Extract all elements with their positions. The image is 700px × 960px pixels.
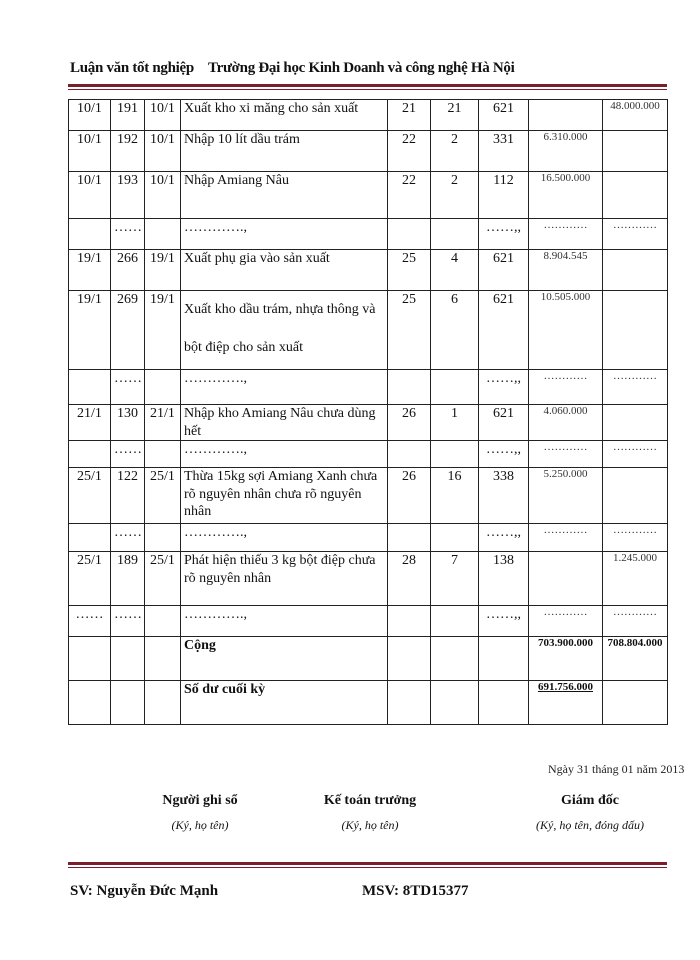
cell-debit: 8.904.545 xyxy=(529,250,603,291)
cell-date: 10/1 xyxy=(69,100,111,131)
table-row xyxy=(69,552,668,606)
cell-description: Xuất kho xi măng cho sản xuất xyxy=(181,100,388,131)
cell-description: Nhập 10 lít dầu trám xyxy=(181,131,388,172)
cell-page: 22 xyxy=(388,172,431,219)
table-row xyxy=(69,405,668,441)
cell-page: 25 xyxy=(388,250,431,291)
closing-label: Số dư cuối kỳ xyxy=(181,681,388,725)
cell-voucher-date: 19/1 xyxy=(145,250,181,291)
cell-account: 138 xyxy=(479,552,529,606)
cell-debit: 5.250.000 xyxy=(529,468,603,524)
cell-voucher-date: 21/1 xyxy=(145,405,181,441)
cell-page xyxy=(388,219,431,250)
cell-account: 621 xyxy=(479,100,529,131)
cell-page: 22 xyxy=(388,131,431,172)
cell-voucher-no: 192 xyxy=(111,131,145,172)
cell-description: Thừa 15kg sợi Amiang Xanh chưa rõ nguyên nhân chưa rõ nguyên nhân xyxy=(181,468,388,524)
cell-debit: ………… xyxy=(529,524,603,552)
cell-voucher-no: 189 xyxy=(111,552,145,606)
ledger-table xyxy=(68,99,668,725)
cell-page xyxy=(388,370,431,405)
cell-debit: 10.505.000 xyxy=(529,291,603,370)
cell-credit: ………… xyxy=(603,219,668,250)
cell-account: ……,, xyxy=(479,524,529,552)
cell-date xyxy=(69,441,111,468)
cell-debit: 4.060.000 xyxy=(529,405,603,441)
signature-chief-accountant xyxy=(305,793,435,833)
cell-account: 338 xyxy=(479,468,529,524)
cell-voucher-date xyxy=(145,219,181,250)
cell-description: Nhập Amiang Nâu xyxy=(181,172,388,219)
table-row xyxy=(69,219,668,250)
cell-voucher-date: 25/1 xyxy=(145,468,181,524)
footer-rule xyxy=(68,862,667,865)
cell-date: 25/1 xyxy=(69,468,111,524)
totals-debit: 703.900.000 xyxy=(529,637,603,681)
cell-page xyxy=(388,441,431,468)
table-row xyxy=(69,524,668,552)
cell-description: …………., xyxy=(181,370,388,405)
cell-line: 4 xyxy=(431,250,479,291)
cell-credit: ………… xyxy=(603,370,668,405)
cell-date xyxy=(69,524,111,552)
closing-balance-row xyxy=(69,681,668,725)
cell-credit: 1.245.000 xyxy=(603,552,668,606)
footer-student-id: MSV: 8TD15377 xyxy=(362,883,469,899)
totals-label: Cộng xyxy=(181,637,388,681)
signature-title: Kế toán trưởng xyxy=(323,793,417,808)
cell-credit xyxy=(603,172,668,219)
signature-title: Giám đốc xyxy=(561,793,619,808)
cell-line: 16 xyxy=(431,468,479,524)
cell-page: 25 xyxy=(388,291,431,370)
cell-date xyxy=(69,370,111,405)
cell-credit xyxy=(603,405,668,441)
cell-description: …………., xyxy=(181,606,388,637)
header-right: Trường Đại học Kinh Doanh và công nghệ Hà Nội xyxy=(208,60,515,76)
cell-date: 25/1 xyxy=(69,552,111,606)
cell-debit xyxy=(529,100,603,131)
cell-voucher-date xyxy=(145,524,181,552)
cell-account: 621 xyxy=(479,250,529,291)
cell-description: Nhập kho Amiang Nâu chưa dùng hết xyxy=(181,405,388,441)
cell-debit: 6.310.000 xyxy=(529,131,603,172)
cell-page: 26 xyxy=(388,405,431,441)
cell-description: Xuất phụ gia vào sản xuất xyxy=(181,250,388,291)
cell-account: 112 xyxy=(479,172,529,219)
cell-line: 6 xyxy=(431,291,479,370)
header-rule-thin xyxy=(68,89,667,90)
cell-voucher-date xyxy=(145,370,181,405)
cell-page: 26 xyxy=(388,468,431,524)
cell-voucher-date: 10/1 xyxy=(145,131,181,172)
cell-voucher-date: 10/1 xyxy=(145,172,181,219)
cell-date: 10/1 xyxy=(69,172,111,219)
cell-account: 331 xyxy=(479,131,529,172)
cell-account: 621 xyxy=(479,291,529,370)
cell-debit: 16.500.000 xyxy=(529,172,603,219)
cell-line: 21 xyxy=(431,100,479,131)
signature-bookkeeper xyxy=(140,793,260,833)
signature-director xyxy=(520,793,660,833)
table-row xyxy=(69,291,668,370)
cell-page xyxy=(388,606,431,637)
table-row xyxy=(69,441,668,468)
cell-credit xyxy=(603,291,668,370)
cell-debit: ………… xyxy=(529,606,603,637)
signature-note: (Ký, họ tên) xyxy=(341,818,399,832)
cell-debit xyxy=(529,552,603,606)
cell-voucher-date: 25/1 xyxy=(145,552,181,606)
cell-voucher-date: 10/1 xyxy=(145,100,181,131)
cell-voucher-no: …… xyxy=(111,370,145,405)
table-row xyxy=(69,100,668,131)
cell-account: ……,, xyxy=(479,370,529,405)
header-rule xyxy=(68,84,667,87)
cell-account: ……,, xyxy=(479,441,529,468)
table-row xyxy=(69,468,668,524)
cell-date: 19/1 xyxy=(69,250,111,291)
cell-credit: ………… xyxy=(603,441,668,468)
footer-rule-thin xyxy=(68,867,667,868)
cell-voucher-no: …… xyxy=(111,606,145,637)
cell-voucher-no: 122 xyxy=(111,468,145,524)
cell-voucher-date xyxy=(145,441,181,468)
cell-description: …………., xyxy=(181,524,388,552)
cell-voucher-date xyxy=(145,606,181,637)
cell-voucher-no: 269 xyxy=(111,291,145,370)
cell-page: 21 xyxy=(388,100,431,131)
cell-credit xyxy=(603,131,668,172)
table-row xyxy=(69,131,668,172)
cell-debit: ………… xyxy=(529,441,603,468)
cell-debit: ………… xyxy=(529,219,603,250)
cell-account: ……,, xyxy=(479,219,529,250)
signature-note: (Ký, họ tên) xyxy=(171,818,229,832)
footer-student: SV: Nguyễn Đức Mạnh xyxy=(70,883,219,899)
cell-account: 621 xyxy=(479,405,529,441)
cell-date: 19/1 xyxy=(69,291,111,370)
cell-line: 2 xyxy=(431,172,479,219)
cell-voucher-date: 19/1 xyxy=(145,291,181,370)
signature-note: (Ký, họ tên, đóng dấu) xyxy=(536,818,644,832)
cell-voucher-no: 191 xyxy=(111,100,145,131)
cell-credit xyxy=(603,250,668,291)
cell-date: …… xyxy=(69,606,111,637)
closing-debit: 691.756.000 xyxy=(538,681,593,693)
table-row xyxy=(69,172,668,219)
cell-voucher-no: 130 xyxy=(111,405,145,441)
cell-date: 10/1 xyxy=(69,131,111,172)
cell-line xyxy=(431,524,479,552)
cell-line: 7 xyxy=(431,552,479,606)
cell-date xyxy=(69,219,111,250)
cell-account: ……,, xyxy=(479,606,529,637)
cell-line: 2 xyxy=(431,131,479,172)
table-row xyxy=(69,370,668,405)
cell-line xyxy=(431,606,479,637)
cell-line: 1 xyxy=(431,405,479,441)
cell-page: 28 xyxy=(388,552,431,606)
header-left: Luận văn tốt nghiệp xyxy=(70,60,194,76)
cell-line xyxy=(431,441,479,468)
cell-voucher-no: 193 xyxy=(111,172,145,219)
cell-description: Phát hiện thiếu 3 kg bột điệp chưa rõ nguyên nhân xyxy=(181,552,388,606)
cell-voucher-no: …… xyxy=(111,441,145,468)
cell-credit xyxy=(603,468,668,524)
table-row xyxy=(69,250,668,291)
cell-description: …………., xyxy=(181,441,388,468)
totals-row xyxy=(69,637,668,681)
cell-page xyxy=(388,524,431,552)
cell-voucher-no: 266 xyxy=(111,250,145,291)
cell-credit: ………… xyxy=(603,606,668,637)
cell-credit: ………… xyxy=(603,524,668,552)
cell-description: …………., xyxy=(181,219,388,250)
cell-voucher-no: …… xyxy=(111,219,145,250)
cell-line xyxy=(431,370,479,405)
signature-title: Người ghi sổ xyxy=(162,793,238,808)
cell-voucher-no: …… xyxy=(111,524,145,552)
cell-line xyxy=(431,219,479,250)
cell-description: Xuất kho dầu trám, nhựa thông và bột điệp cho sản xuất xyxy=(181,291,388,370)
cell-debit: ………… xyxy=(529,370,603,405)
cell-credit: 48.000.000 xyxy=(603,100,668,131)
signing-date: Ngày 31 tháng 01 năm 2013 xyxy=(548,762,685,776)
table-row xyxy=(69,606,668,637)
cell-date: 21/1 xyxy=(69,405,111,441)
totals-credit: 708.804.000 xyxy=(603,637,668,681)
